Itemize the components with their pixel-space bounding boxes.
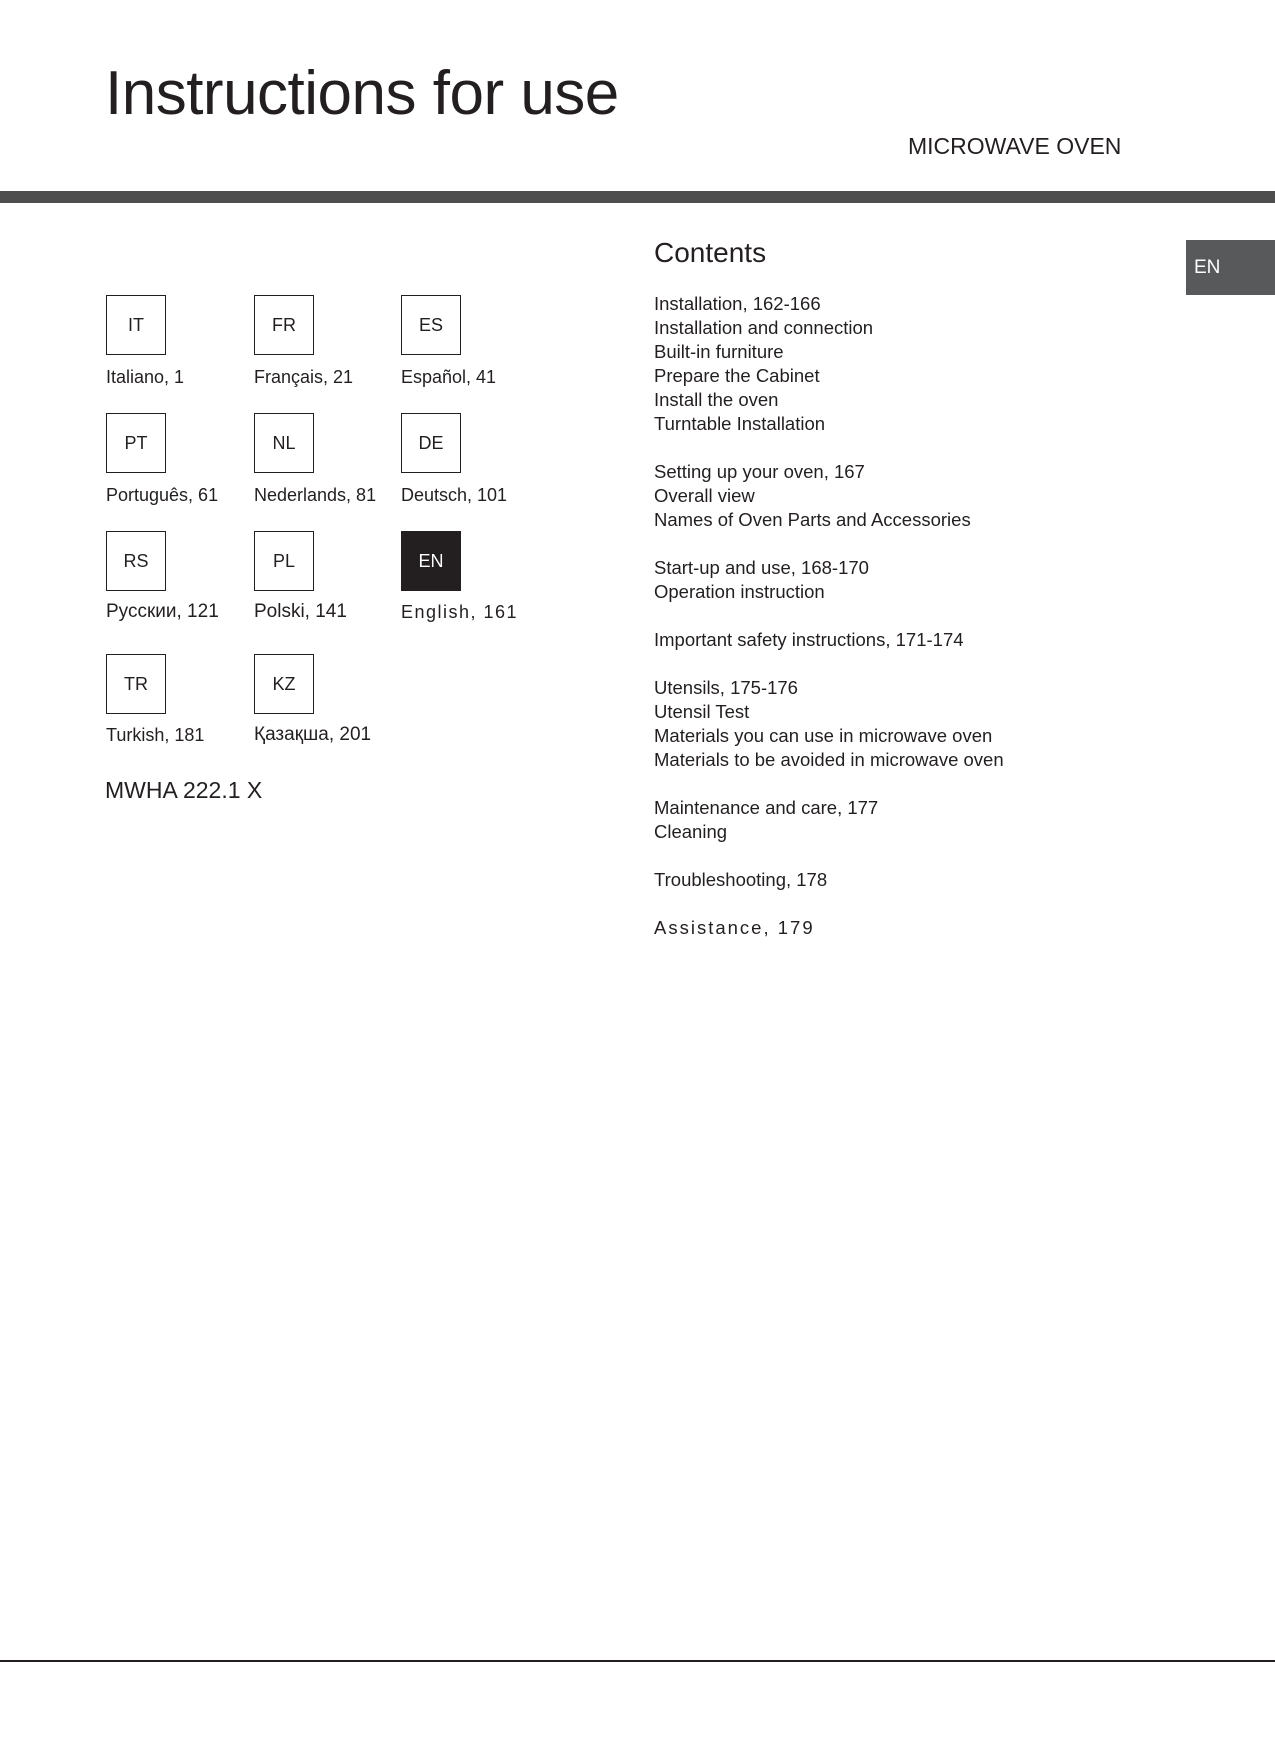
lang-label-tr: Turkish, 181 (106, 725, 205, 745)
lang-box-pt[interactable]: PT (106, 413, 166, 473)
toc-entry: Assistance, 179 (654, 917, 815, 938)
toc-group-start-up (654, 556, 1174, 604)
lang-label-pl: Polski, 141 (254, 601, 347, 622)
lang-label-nl: Nederlands, 81 (254, 485, 377, 505)
lang-label-es: Español, 41 (401, 367, 497, 387)
lang-box-fr[interactable]: FR (254, 295, 314, 355)
header-divider (0, 191, 1275, 203)
toc-entry: Utensils, 175-176 (654, 677, 798, 698)
toc-entry: Installation, 162-166 (654, 293, 821, 314)
toc-entry: Installation and connection (654, 317, 874, 338)
lang-box-en[interactable]: EN (401, 531, 461, 591)
toc-entry: Prepare the Cabinet (654, 365, 820, 386)
lang-label-rs: Русскии, 121 (106, 601, 219, 622)
toc-group-installation (654, 292, 1174, 436)
table-of-contents (654, 292, 1174, 964)
lang-label-it: Italiano, 1 (106, 367, 185, 387)
lang-box-pl[interactable]: PL (254, 531, 314, 591)
lang-box-rs[interactable]: RS (106, 531, 166, 591)
lang-label-de: Deutsch, 101 (401, 485, 508, 505)
toc-group-maintenance (654, 796, 1174, 844)
toc-entry: Names of Oven Parts and Accessories (654, 509, 971, 530)
toc-entry: Important safety instructions, 171-174 (654, 629, 964, 650)
product-type: MICROWAVE OVEN (908, 133, 1122, 159)
lang-box-es[interactable]: ES (401, 295, 461, 355)
toc-entry: Cleaning (654, 821, 728, 842)
page-title: Instructions for use (105, 59, 619, 128)
toc-entry: Materials to be avoided in microwave oven (654, 749, 1004, 770)
toc-entry: Built-in furniture (654, 341, 784, 362)
toc-entry: Utensil Test (654, 701, 750, 722)
lang-box-kz[interactable]: KZ (254, 654, 314, 714)
lang-label-pt: Português, 61 (106, 485, 219, 505)
toc-group-assistance (654, 916, 1174, 940)
toc-group-utensils (654, 676, 1174, 772)
lang-box-it[interactable]: IT (106, 295, 166, 355)
toc-group-safety (654, 628, 1174, 652)
toc-entry: Turntable Installation (654, 413, 826, 434)
toc-group-setting-up (654, 460, 1174, 532)
footer-divider (0, 1660, 1275, 1662)
lang-box-nl[interactable]: NL (254, 413, 314, 473)
language-tab: EN (1186, 240, 1275, 295)
model-number: MWHA 222.1 X (105, 777, 263, 803)
toc-entry: Maintenance and care, 177 (654, 797, 879, 818)
toc-entry: Operation instruction (654, 581, 825, 602)
toc-entry: Install the oven (654, 389, 779, 410)
toc-entry: Overall view (654, 485, 755, 506)
lang-label-fr: Français, 21 (254, 367, 354, 387)
toc-entry: Setting up your oven, 167 (654, 461, 865, 482)
toc-group-troubleshooting (654, 868, 1174, 892)
lang-box-tr[interactable]: TR (106, 654, 166, 714)
contents-heading: Contents (654, 237, 767, 268)
lang-label-kz: Қазақша, 201 (254, 724, 372, 745)
toc-entry: Start-up and use, 168-170 (654, 557, 869, 578)
toc-entry: Troubleshooting, 178 (654, 869, 828, 890)
lang-label-en: English, 161 (401, 602, 519, 622)
lang-box-de[interactable]: DE (401, 413, 461, 473)
toc-entry: Materials you can use in microwave oven (654, 725, 993, 746)
